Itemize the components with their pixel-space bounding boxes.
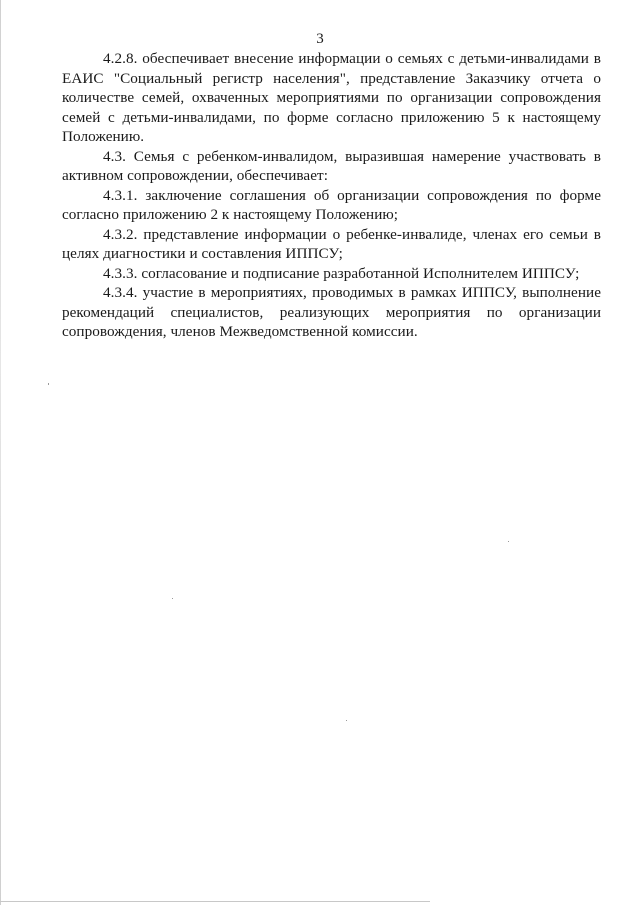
page-number: 3 (316, 31, 324, 47)
paragraph-4-3-1: 4.3.1. заключение соглашения об организации сопровождения по форме согласно приложению 2 к настоящему Положению; (62, 186, 601, 223)
paragraph-4-3: 4.3. Семья с ребенком-инвалидом, выразившая намерение участвовать в активном сопровождении, обеспечивает: (62, 147, 601, 184)
scan-bottom-edge (0, 901, 430, 902)
scan-speck (346, 720, 347, 721)
paragraph-4-3-2: 4.3.2. представление информации о ребенке-инвалиде, членах его семьи в целях диагностики и составления ИППСУ; (62, 225, 601, 262)
paragraph-4-3-3: 4.3.3. согласование и подписание разработанной Исполнителем ИППСУ; (103, 264, 580, 282)
scan-speck (508, 541, 509, 542)
paragraph-4-2-8: 4.2.8. обеспечивает внесение информации о семьях с детьми-инвалидами в ЕАИС "Социальный регистр населения", представление Заказчику отчета о количестве семей, охваченных мероприятиями по организации сопровождения семей с детьми-инвалидами, по форме согласно приложению 5 к настоящему Положению. (62, 50, 601, 145)
scan-speck (172, 598, 173, 599)
scan-speck (48, 383, 49, 385)
paragraph-4-3-4: 4.3.4. участие в мероприятиях, проводимых в рамках ИППСУ, выполнение рекомендаций специалистов, реализующих мероприятия по организации сопровождения, членов Межведомственной комиссии. (62, 284, 601, 340)
document-body (62, 49, 601, 342)
scan-left-edge (0, 0, 1, 905)
